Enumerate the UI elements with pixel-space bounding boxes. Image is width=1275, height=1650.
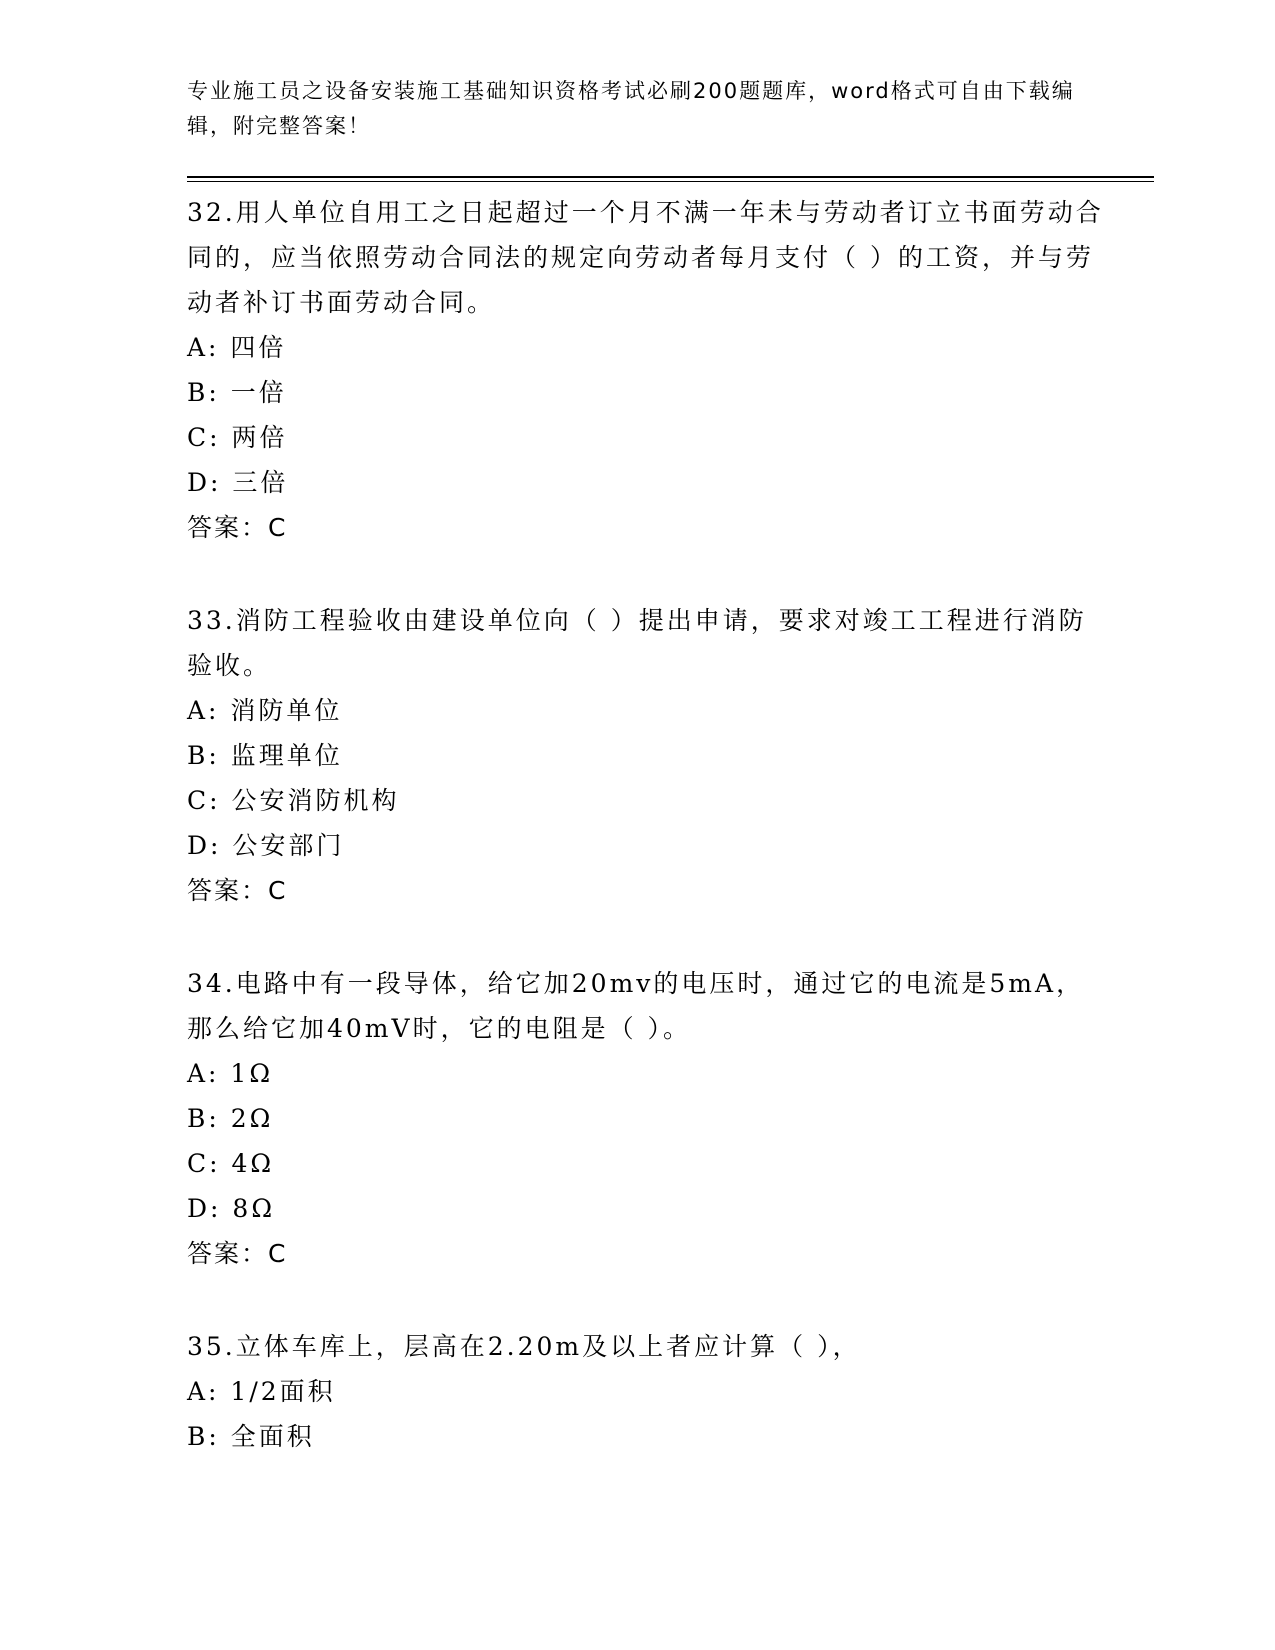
- title-divider-thin: [187, 181, 1154, 182]
- option-b: B: 全面积: [187, 1422, 315, 1451]
- question-stem: 35.立体车库上，层高在2.20m及以上者应计算（ ），: [187, 1332, 861, 1361]
- option-b: B: 2Ω: [187, 1104, 274, 1133]
- option-a: A: 消防单位: [187, 696, 343, 725]
- option-d: D: 8Ω: [187, 1194, 276, 1223]
- question-list: [187, 190, 1107, 1507]
- title-divider-thick: [187, 176, 1154, 178]
- option-a: A: 1/2面积: [187, 1377, 336, 1406]
- option-c: C: 4Ω: [187, 1149, 275, 1178]
- answer-line: 答案：C: [187, 513, 288, 542]
- question-32: [187, 190, 1107, 550]
- option-d: D: 公安部门: [187, 831, 345, 860]
- question-35: [187, 1324, 1107, 1459]
- question-stem: 33.消防工程验收由建设单位向（ ）提出申请，要求对竣工工程进行消防验收。: [187, 606, 1087, 680]
- option-c: C: 两倍: [187, 423, 288, 452]
- option-a: A: 四倍: [187, 333, 287, 362]
- option-d: D: 三倍: [187, 468, 289, 497]
- option-c: C: 公安消防机构: [187, 786, 400, 815]
- document-title: 专业施工员之设备安装施工基础知识资格考试必刷200题题库，word格式可自由下载编辑，附完整答案！: [187, 79, 1075, 138]
- answer-line: 答案：C: [187, 876, 288, 905]
- question-stem: 32.用人单位自用工之日起超过一个月不满一年未与劳动者订立书面劳动合同的，应当依照劳动合同法的规定向劳动者每月支付（ ）的工资，并与劳动者补订书面劳动合同。: [187, 198, 1104, 317]
- option-a: A: 1Ω: [187, 1059, 274, 1088]
- answer-line: 答案：C: [187, 1239, 288, 1268]
- option-b: B: 监理单位: [187, 741, 343, 770]
- question-34: [187, 961, 1107, 1276]
- question-33: [187, 598, 1107, 913]
- question-stem: 34.电路中有一段导体，给它加20mv的电压时，通过它的电流是5mA，那么给它加40mV时，它的电阻是（ ）。: [187, 969, 1085, 1043]
- option-b: B: 一倍: [187, 378, 287, 407]
